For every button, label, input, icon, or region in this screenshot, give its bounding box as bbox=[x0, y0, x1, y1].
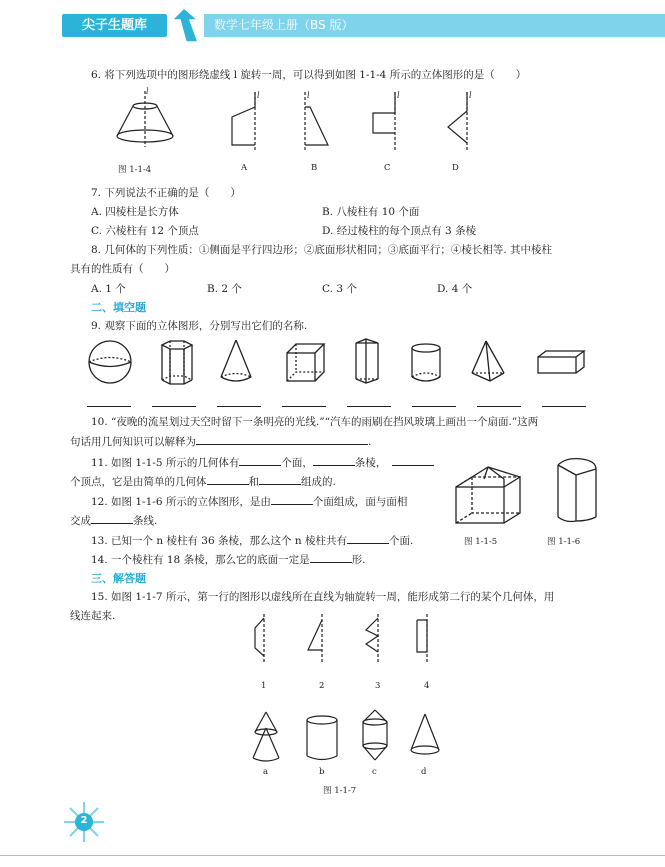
q8-option-d: D. 4 个 bbox=[437, 283, 473, 295]
q9-answer-line[interactable] bbox=[347, 406, 391, 407]
q15-bottom-label-c: c bbox=[372, 767, 377, 777]
q7-option-b: B. 八棱柱有 10 个面 bbox=[322, 206, 420, 218]
q14-answer-blank[interactable] bbox=[310, 552, 352, 563]
fig-115-116 bbox=[448, 455, 608, 533]
axis-label: l bbox=[307, 91, 310, 100]
q9-solids bbox=[80, 335, 600, 390]
q12-lines-blank[interactable] bbox=[91, 513, 133, 524]
q9-answer-line[interactable] bbox=[282, 406, 326, 407]
page-number: 2 bbox=[80, 815, 88, 826]
q11-faces-blank[interactable] bbox=[239, 455, 281, 466]
q15-top-shapes bbox=[245, 612, 455, 692]
q9-answer-line[interactable] bbox=[87, 406, 131, 407]
q8-text-line1: 8. 几何体的下列性质：①侧面是平行四边形；②底面形状相同；③底面平行；④棱长相等. 其中棱柱 bbox=[91, 244, 553, 256]
q9-answer-line[interactable] bbox=[477, 406, 521, 407]
q8-text-line2: 具有的性质有（ ） bbox=[70, 263, 175, 275]
q6-figures bbox=[105, 85, 505, 180]
q8-option-c: C. 3 个 bbox=[322, 283, 357, 295]
q7-option-a: A. 四棱柱是长方体 bbox=[91, 206, 179, 218]
q9-answer-line[interactable] bbox=[217, 406, 261, 407]
q10-text-line1: 10. “夜晚的流星划过天空时留下一条明亮的光线.”“汽车的雨刷在挡风玻璃上画出一个扇面.”这两 bbox=[91, 416, 539, 428]
q9-answer-line[interactable] bbox=[412, 406, 456, 407]
q11-vertices-blank[interactable] bbox=[392, 455, 434, 466]
q12-text-line1: 12. 如图 1-1-6 所示的立体图形，是由 个面组成，面与面相 bbox=[91, 496, 408, 508]
q11-edges-blank[interactable] bbox=[313, 455, 355, 466]
q15-text-line1: 15. 如图 1-1-7 所示，第一行的图形以虚线所在直线为轴旋转一周，能形成第二行的某个几何体，用 bbox=[91, 591, 555, 603]
q11-solid-b-blank[interactable] bbox=[259, 474, 301, 485]
option-d-caption: D bbox=[452, 163, 459, 173]
fig-117-caption: 图 1-1-7 bbox=[323, 786, 357, 796]
book-series-title: 尖子生题库 bbox=[62, 14, 167, 37]
q15-text-line2: 线连起来. bbox=[70, 610, 116, 622]
q11-text-line1: 11. 如图 1-1-5 所示的几何体有 个面， 条棱， bbox=[91, 455, 434, 470]
axis-label: l bbox=[397, 91, 400, 100]
section-answer-title: 三、解答题 bbox=[91, 572, 146, 585]
q15-top-label-3: 3 bbox=[375, 681, 381, 691]
q13-text: 13. 已知一个 n 棱柱有 36 条棱，那么这个 n 棱柱共有 个面. bbox=[91, 535, 414, 547]
q9-text: 9. 观察下面的立体图形，分别写出它们的名称. bbox=[91, 320, 308, 332]
arrow-logo-icon bbox=[168, 6, 204, 44]
book-title: 数学七年级上册（BS 版） bbox=[204, 14, 665, 37]
section-fill-in-title: 二、填空题 bbox=[91, 301, 146, 314]
q10-answer-blank[interactable] bbox=[196, 434, 368, 445]
q15-bottom-label-d: d bbox=[421, 767, 427, 777]
q8-option-a: A. 1 个 bbox=[91, 283, 126, 295]
q6-text: 6. 将下列选项中的图形绕虚线 l 旋转一周，可以得到如图 1-1-4 所示的立体图形的是（ ） bbox=[91, 69, 527, 81]
q7-option-d: D. 经过棱柱的每个顶点有 3 条棱 bbox=[322, 225, 477, 237]
q15-bottom-label-a: a bbox=[263, 767, 269, 777]
q8-option-b: B. 2 个 bbox=[207, 283, 242, 295]
option-b-caption: B bbox=[311, 163, 318, 173]
q15-top-label-2: 2 bbox=[319, 681, 325, 691]
fig-114-caption: 图 1-1-4 bbox=[118, 165, 152, 175]
option-a-caption: A bbox=[241, 163, 248, 173]
option-c-caption: C bbox=[384, 163, 391, 173]
q11-solid-a-blank[interactable] bbox=[207, 474, 249, 485]
fig-116-caption: 图 1-1-6 bbox=[547, 537, 581, 547]
q15-bottom-label-b: b bbox=[319, 767, 325, 777]
footer-divider bbox=[0, 855, 665, 856]
q10-text-line2: 句话用几何知识可以解释为 . bbox=[70, 436, 372, 448]
q12-text-line2: 交成 条线. bbox=[70, 515, 158, 527]
axis-label: l bbox=[469, 91, 472, 100]
axis-label: l bbox=[257, 91, 260, 100]
q15-bottom-solids bbox=[245, 708, 455, 768]
q7-option-c: C. 六棱柱有 12 个顶点 bbox=[91, 225, 199, 237]
q9-answer-line[interactable] bbox=[542, 406, 586, 407]
q9-answer-line[interactable] bbox=[152, 406, 196, 407]
q13-answer-blank[interactable] bbox=[347, 533, 389, 544]
axis-label: l bbox=[146, 87, 149, 96]
q15-top-label-4: 4 bbox=[424, 681, 430, 691]
q11-text-line2: 个顶点，它是由简单的几何体 和 组成的. bbox=[70, 476, 336, 488]
q12-faces-blank[interactable] bbox=[271, 494, 313, 505]
q7-text: 7. 下列说法不正确的是（ ） bbox=[91, 187, 241, 199]
q15-top-label-1: 1 bbox=[261, 681, 267, 691]
fig-115-caption: 图 1-1-5 bbox=[464, 537, 498, 547]
q14-text: 14. 一个棱柱有 18 条棱，那么它的底面一定是 形. bbox=[91, 554, 366, 566]
